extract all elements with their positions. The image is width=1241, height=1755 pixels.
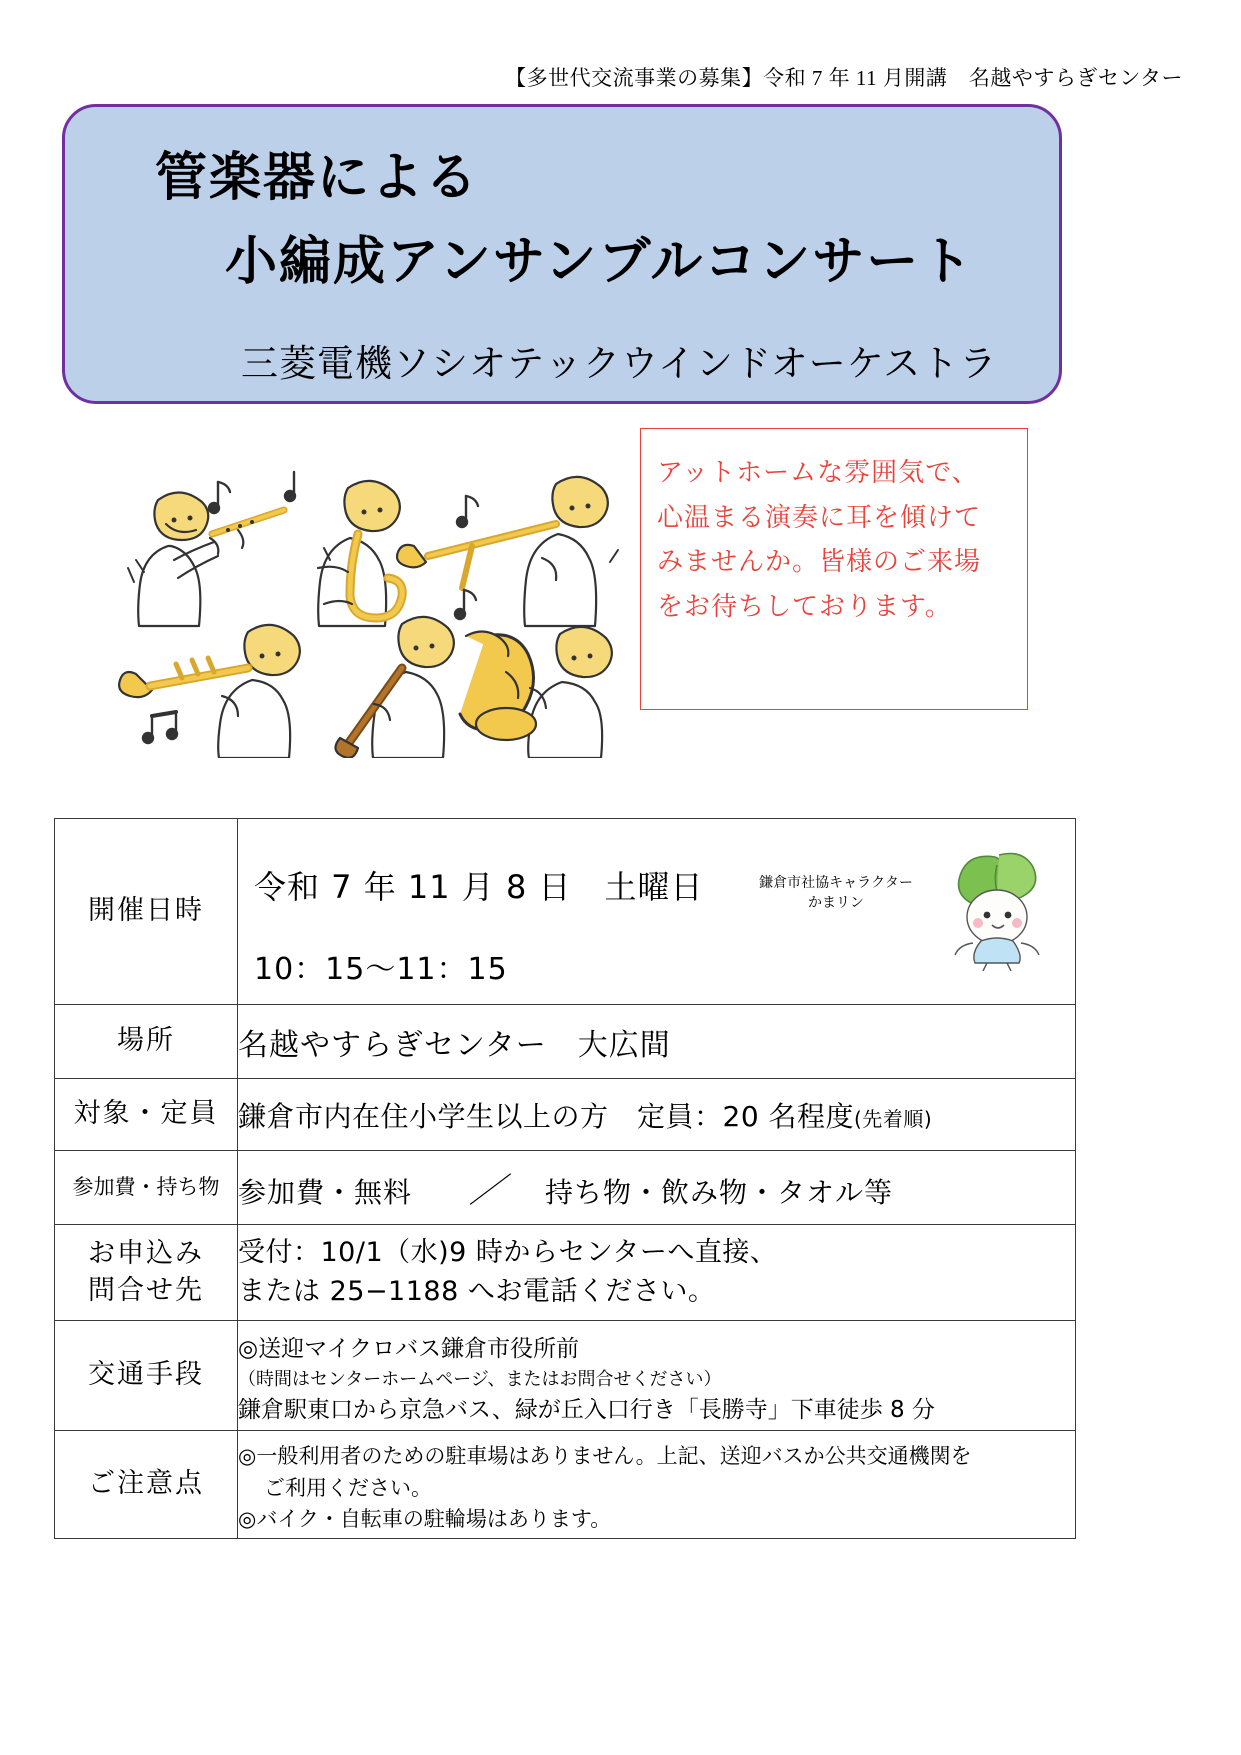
value-transport-line-2: （時間はセンターホームページ、またはお問合せください） (238, 1369, 722, 1390)
mascot-caption-line-2: かまリン (808, 895, 864, 912)
value-date: 令和 7 年 11 月 8 日 土曜日 (254, 867, 704, 906)
table-row-fee (55, 1151, 1076, 1225)
label-apply (55, 1225, 238, 1321)
message-line-1: アットホームな雰囲気で、 (657, 458, 979, 488)
title-line-2: 小編成アンサンブルコンサート (225, 232, 975, 292)
mascot-block (731, 847, 1061, 975)
wind-band-illustration (62, 428, 622, 758)
message-line-3: みませんか。皆様のご来場 (657, 547, 982, 578)
label-fee: 参加費・持ち物 (55, 1151, 238, 1225)
message-box (640, 428, 1028, 710)
table-row-datetime (55, 819, 1076, 1005)
event-info-table (54, 818, 1076, 1539)
label-apply-line-1: お申込み (88, 1238, 204, 1270)
value-notes-line-1: ◎一般利用者のための駐車場はありません。上記、送迎バスか公共交通機関を (238, 1444, 972, 1469)
table-row-place (55, 1005, 1076, 1079)
value-fee (238, 1151, 1076, 1225)
value-transport-line-1: ◎送迎マイクロバス鎌倉市役所前 (238, 1335, 580, 1362)
table-row-apply (55, 1225, 1076, 1321)
value-transport-line-3: 鎌倉駅東口から京急バス、緑が丘入口行き「長勝寺」下車徒歩 8 分 (238, 1397, 935, 1423)
value-target-note: (先着順) (854, 1106, 933, 1131)
message-line-4: をお待ちしております。 (657, 592, 952, 623)
table-row-target (55, 1079, 1076, 1151)
label-place: 場所 (55, 1005, 238, 1079)
value-notes-line-2: ご利用ください。 (264, 1475, 432, 1500)
value-apply (238, 1225, 1076, 1321)
label-datetime: 開催日時 (55, 819, 238, 1005)
performer-name: 三菱電機ソシオテックウインドオーケストラ (241, 342, 998, 385)
value-time: 10：15〜11：15 (254, 951, 508, 987)
header-notice: 【多世代交流事業の募集】令和 7 年 11 月開講 名越やすらぎセンター (505, 66, 1183, 90)
label-transport: 交通手段 (55, 1321, 238, 1431)
value-fee-right: 持ち物・飲み物・タオル等 (545, 1176, 894, 1209)
value-notes (238, 1431, 1076, 1539)
value-transport (238, 1321, 1076, 1431)
message-line-2: 心温まる演奏に耳を傾けて (657, 502, 982, 533)
mascot-icon (937, 847, 1055, 971)
value-apply-line-1: 受付：10/1（水)9 時からセンターへ直接、 (238, 1237, 778, 1269)
mascot-caption-line-1: 鎌倉市社協キャラクター (759, 875, 913, 891)
value-target (238, 1079, 1076, 1151)
label-notes: ご注意点 (55, 1431, 238, 1539)
value-apply-line-2: または 25−1188 へお電話ください。 (238, 1275, 716, 1307)
title-box (62, 104, 1062, 404)
value-target-main: 鎌倉市内在住小学生以上の方 定員：20 名程度 (238, 1099, 855, 1133)
mascot-caption (731, 873, 941, 914)
value-fee-left: 参加費・無料 (238, 1176, 413, 1209)
label-apply-line-2: 問合せ先 (88, 1274, 204, 1306)
table-row-notes (55, 1431, 1076, 1539)
label-target: 対象・定員 (55, 1079, 238, 1151)
value-fee-slash: ／ (466, 1171, 515, 1211)
value-notes-line-3: ◎バイク・自転車の駐輪場はあります。 (238, 1507, 612, 1532)
table-row-transport (55, 1321, 1076, 1431)
title-line-1: 管楽器による (155, 148, 480, 208)
value-place: 名越やすらぎセンター 大広間 (238, 1005, 1076, 1079)
